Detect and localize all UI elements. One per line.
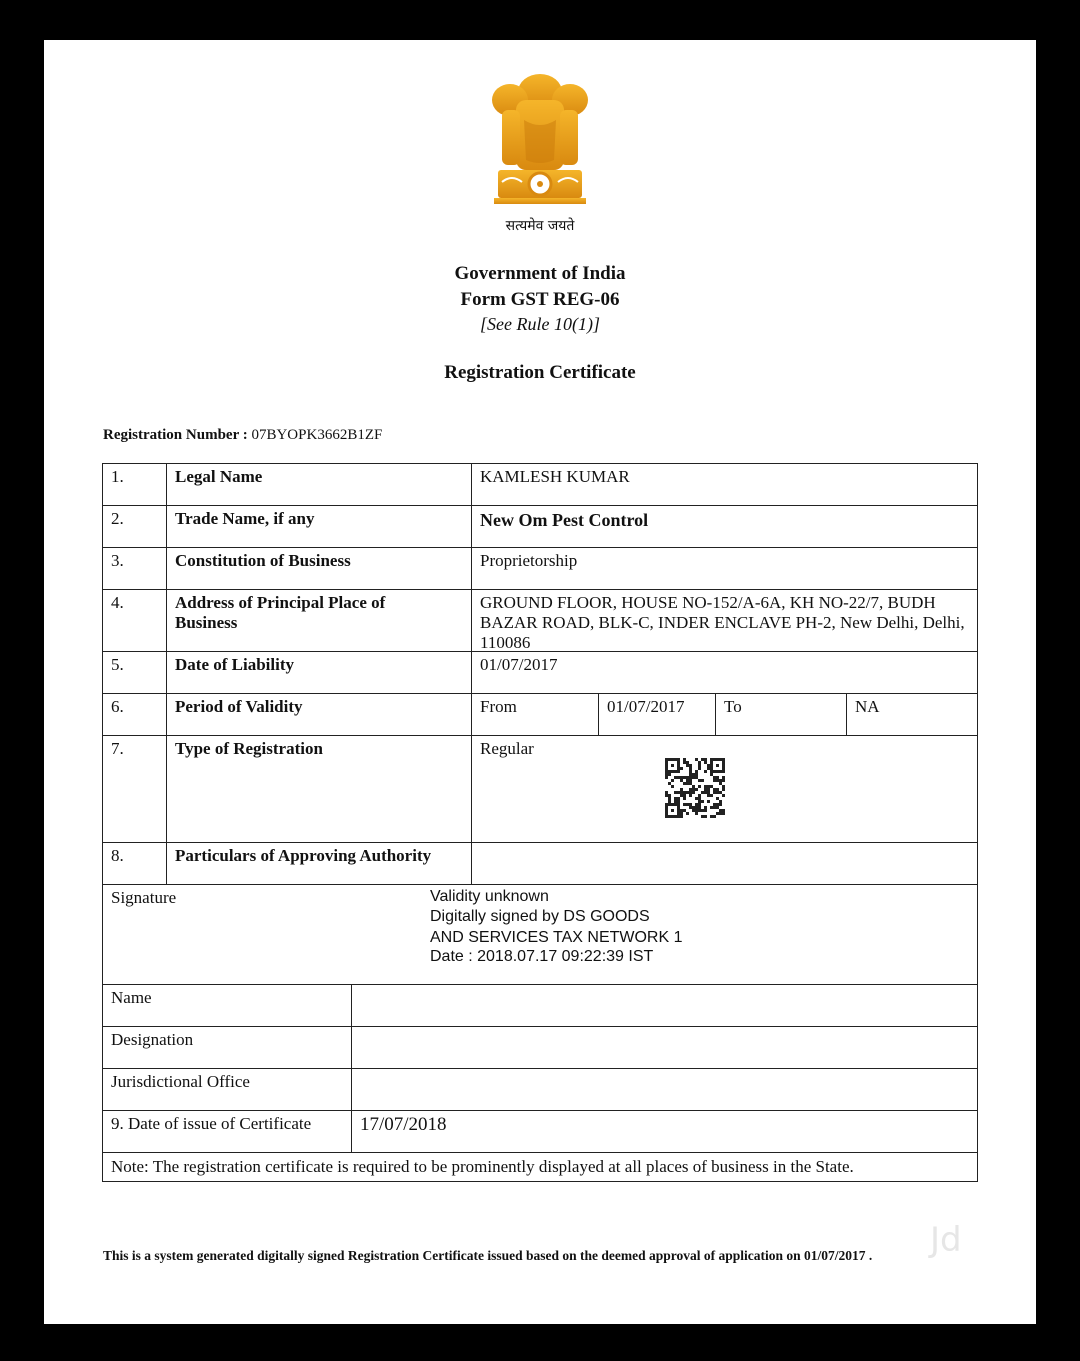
address-label: Address of Principal Place of Business [175, 593, 386, 632]
header-form-name: Form GST REG-06 [460, 289, 620, 310]
row-number: 3. [111, 551, 124, 570]
approving-authority-value [472, 843, 488, 849]
display-note: Note: The registration certificate is required to be prominently displayed at all places of business in the State. [111, 1157, 854, 1176]
signature-date: Date : 2018.07.17 09:22:39 IST [430, 948, 654, 965]
validity-to-label: To [724, 697, 742, 716]
registration-number [103, 427, 382, 444]
trade-name-value: New Om Pest Control [480, 510, 649, 530]
row-number: 4. [111, 593, 124, 612]
row-number: 7. [111, 739, 124, 758]
row-number: 8. [111, 846, 124, 865]
row-number: 2. [111, 509, 124, 528]
national-emblem-icon [488, 70, 592, 220]
signature-signer-org: AND SERVICES TAX NETWORK 1 [430, 929, 683, 946]
header-government: Government of India [454, 263, 626, 284]
liability-date-label: Date of Liability [175, 655, 294, 674]
legal-name-value: KAMLESH KUMAR [480, 467, 630, 486]
registration-type-label: Type of Registration [175, 739, 323, 758]
registration-number-label: Registration Number : [103, 427, 248, 443]
issue-date-value: 17/07/2018 [360, 1114, 447, 1135]
constitution-value: Proprietorship [480, 551, 578, 570]
header-rule-ref: [See Rule 10(1)] [480, 314, 600, 334]
row-number: 1. [111, 467, 124, 486]
national-motto: सत्यमेव जयते [505, 218, 575, 234]
validity-to-value: NA [855, 697, 880, 716]
watermark-logo: Jd [930, 1220, 962, 1260]
signature-signed-by: Digitally signed by DS GOODS [430, 908, 650, 925]
designation-label: Designation [111, 1030, 194, 1049]
liability-date-value: 01/07/2017 [480, 655, 558, 674]
signature-label: Signature [111, 888, 177, 907]
qr-code-icon [665, 758, 725, 818]
address-value: GROUND FLOOR, HOUSE NO-152/A-6A, KH NO-22/7, BUDH BAZAR ROAD, BLK-C, INDER ENCLAVE PH-2, New Delhi, Delhi, 110086 [480, 593, 965, 652]
name-label: Name [111, 988, 152, 1007]
row-number: 5. [111, 655, 124, 674]
registration-type-value: Regular [480, 739, 534, 758]
jurisdictional-office-label: Jurisdictional Office [111, 1072, 250, 1091]
registration-number-value: 07BYOPK3662B1ZF [251, 427, 383, 443]
issue-date-label: 9. Date of issue of Certificate [111, 1114, 312, 1133]
validity-from-value: 01/07/2017 [607, 697, 685, 716]
validity-from-label: From [480, 697, 517, 716]
approving-authority-label: Particulars of Approving Authority [175, 846, 432, 865]
legal-name-label: Legal Name [175, 467, 263, 486]
signature-validity: Validity unknown [430, 888, 549, 905]
validity-label: Period of Validity [175, 697, 303, 716]
system-generated-footer: This is a system generated digitally signed Registration Certificate issued based on the deemed approval of application on 01/07/2017 . [103, 1248, 873, 1263]
constitution-label: Constitution of Business [175, 551, 351, 570]
page-title: Registration Certificate [444, 362, 636, 383]
trade-name-label: Trade Name, if any [175, 509, 315, 528]
digital-signature-block [422, 885, 691, 969]
row-number: 6. [111, 697, 124, 716]
